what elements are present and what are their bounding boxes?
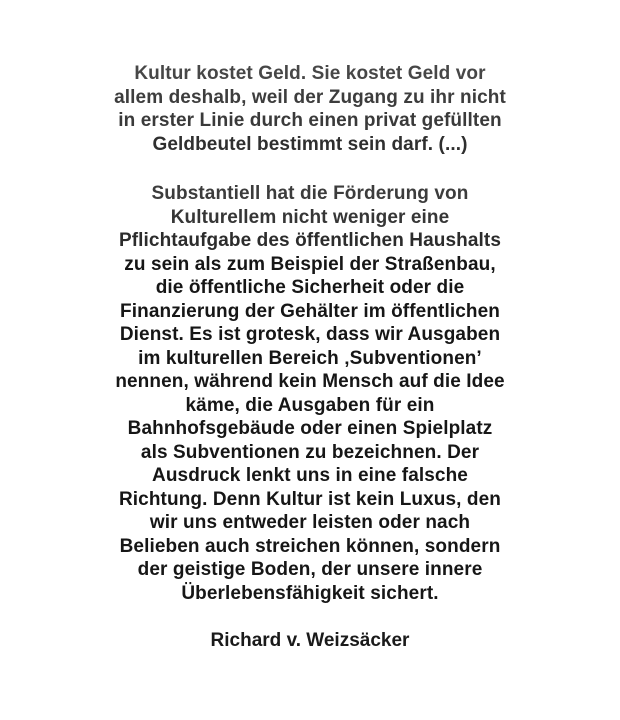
- text-line: Dienst. Es ist grotesk, dass wir Ausgaben: [119, 324, 501, 345]
- quote-paragraph-2: [60, 182, 560, 605]
- text-line: die öffentliche Sicherheit oder die: [155, 277, 465, 298]
- text-line: Ausdruck lenkt uns in eine falsche: [152, 465, 468, 486]
- text-line: in erster Linie durch einen privat gefüllten: [118, 110, 502, 131]
- text-line: Finanzierung der Gehälter im öffentlichen: [120, 300, 500, 322]
- text-line: käme, die Ausgaben für ein: [185, 394, 435, 416]
- text-line: Kultur kostet Geld. Sie kostet Geld vor: [134, 63, 486, 84]
- text-line: allem deshalb, weil der Zugang zu ihr nicht: [114, 86, 506, 108]
- text-line: Kulturellem nicht weniger eine: [170, 206, 450, 228]
- text-line: nennen, während kein Mensch auf die Idee: [115, 371, 505, 392]
- text-line: Richtung. Denn Kultur ist kein Luxus, den: [118, 488, 501, 510]
- text-line: wir uns entweder leisten oder nach: [149, 512, 471, 533]
- text-line: im kulturellen Bereich ‚Subventionen’: [138, 347, 482, 369]
- text-line: Substantiell hat die Förderung von: [151, 183, 469, 204]
- text-line: der geistige Boden, der unsere innere: [137, 559, 483, 580]
- text-line: als Subventionen zu bezeichnen. Der: [140, 441, 480, 463]
- quote-author: Richard v. Weizsäcker: [210, 630, 410, 651]
- text-line: Belieben auch streichen können, sondern: [119, 535, 501, 557]
- text-line: zu sein als zum Beispiel der Straßenbau,: [124, 253, 496, 275]
- text-line: Überlebensfähigkeit sichert.: [181, 582, 439, 604]
- text-line: Pflichtaufgabe des öffentlichen Haushalts: [118, 230, 502, 251]
- text-line: Bahnhofsgebäude oder einen Spielplatz: [127, 418, 493, 439]
- text-line: Geldbeutel bestimmt sein darf. (...): [152, 133, 468, 155]
- quote-paragraph-1: [60, 62, 560, 156]
